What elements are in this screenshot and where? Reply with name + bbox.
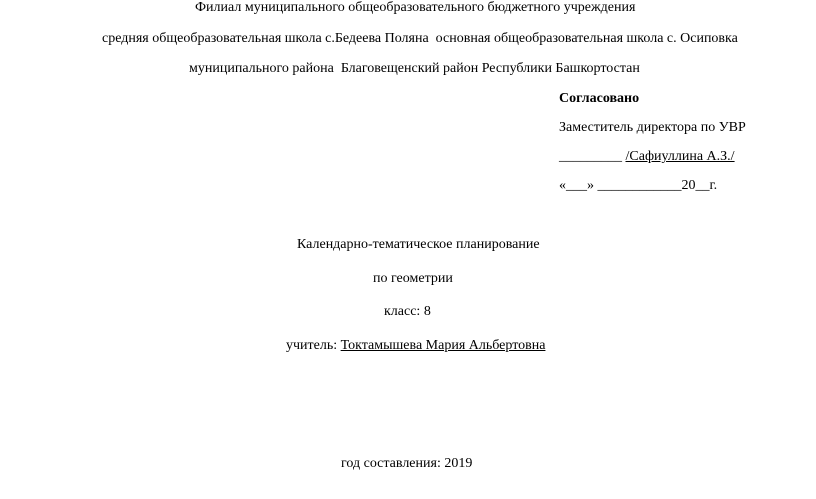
approval-title: Согласовано [559,91,640,106]
header-line-2: средняя общеобразовательная школа с.Бедеева Поляна основная общеобразовательная школа с. Осиповка [102,31,738,46]
teacher-label: учитель: [286,338,341,353]
teacher-name: Токтамышева Мария Альбертовна [340,338,546,353]
header-line-3: муниципального района Благовещенский район Республики Башкортостан [189,61,640,76]
signature-name: /Сафиуллина А.З./ [625,149,735,164]
compilation-year: год составления: 2019 [341,456,473,471]
plan-subject: по геометрии [373,271,453,286]
approval-position: Заместитель директора по УВР [559,120,746,135]
approval-signature [559,148,735,166]
plan-teacher [286,337,545,355]
signature-blank: _________ [559,149,626,164]
header-line-1: Филиал муниципального общеобразовательного бюджетного учреждения [195,0,636,15]
approval-date-line: «___» ____________20__г. [559,178,718,193]
plan-title: Календарно-тематическое планирование [297,237,540,252]
plan-grade: класс: 8 [384,304,431,319]
